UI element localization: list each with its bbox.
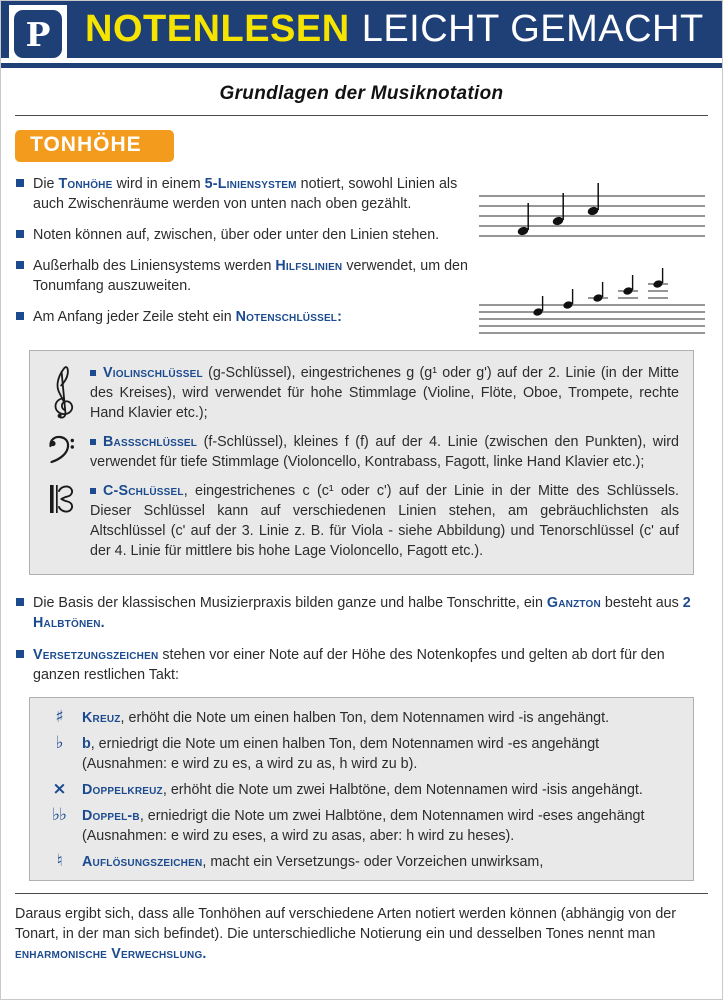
publisher-logo-letter: P [25,14,51,54]
accidental-row-double-flat [44,806,679,846]
accidental-text: Doppel-b, erniedrigt die Note um zwei Halbtöne, dem Notennamen wird -eses angehängt (Ausnahmen: e wird zu eses, a wird zu asas, aber: h wird zu heses). [82,808,645,845]
square-bullet-icon [16,650,24,658]
ledger-lines-illustration [478,266,706,336]
bullet-text: Außerhalb des Liniensystems werden Hilfslinien verwendet, um den Tonumfang auszuweiten. [33,258,468,295]
footer-paragraph: Daraus ergibt sich, dass alle Tonhöhen auf verschiedene Arten notiert werden können (abhängig von der Tonart, in der man sich befindet). Die unterschiedliche Notierung ein und desselben Tones nennt man enharmonische Verwechslung. [15,906,677,963]
clef-row-c [44,481,679,561]
square-bullet-icon [16,312,24,320]
clef-description-text: Bassschlüssel (f-Schlüssel), kleines f (f) auf der 4. Linie (zwischen den Punkten), wird verwendet für tiefe Stimmlage (Violoncello, Kontrabass, Fagott, linke Hand Klavier etc.); [90,434,679,471]
clef-row-violin [44,363,679,423]
accidentals-info-box [29,697,694,881]
bullet-text: Die Tonhöhe wird in einem 5-Liniensystem notiert, sowohl Linien als auch Zwischenräume werden von unten nach oben gezählt. [33,176,458,213]
natural-sign-icon: ♮ [56,851,62,872]
bullet-item [15,593,708,633]
accidental-row-double-sharp [44,780,679,800]
accidental-text: Doppelkreuz, erhöht die Note um zwei Halbtöne, dem Notennamen wird -isis angehängt. [82,782,643,799]
clef-row-bass [44,432,679,472]
publisher-logo [9,5,67,63]
clef-info-box [29,350,694,575]
double-sharp-sign-icon: × [52,779,66,800]
accidental-row-sharp [44,708,679,728]
treble-clef-icon [44,363,78,423]
clef-description [90,481,679,561]
section-badge-tonhoehe: TONHÖHE [15,130,174,162]
accidental-text: Kreuz, erhöht die Note um einen halben Ton, dem Notennamen wird -is angehängt. [82,710,610,727]
square-bullet-icon [16,179,24,187]
masthead [1,1,722,58]
sharp-sign-icon: ♯ [55,707,63,728]
subtitle: Grundlagen der Musiknotation [219,83,504,104]
mid-section [15,593,708,685]
square-bullet-icon [90,488,96,494]
clef-description [90,432,679,472]
square-bullet-icon [90,439,96,445]
title-primary: NOTENLESEN [85,8,350,50]
square-bullet-icon [16,261,24,269]
accidental-row-flat [44,734,679,774]
subtitle-divider [15,115,708,116]
bullet-text: Noten können auf, zwischen, über oder unter den Linien stehen. [33,227,440,244]
square-bullet-icon [90,370,96,376]
bullet-item [15,645,708,685]
masthead-stripe [1,63,722,68]
staff-with-notes-illustration [478,174,706,256]
bullet-text: Versetzungszeichen stehen vor einer Note auf der Höhe des Notenkopfes und gelten ab dort für den ganzen restlichen Takt: [33,647,665,684]
accidental-text: b, erniedrigt die Note um einen halben Ton, dem Notennamen wird -es angehängt (Ausnahmen: e wird zu es, a wird zu as, h wird zu b). [82,736,600,773]
clef-description [90,363,679,423]
clef-description-text: C-Schlüssel, eingestrichenes c (c¹ oder c') auf der Linie in der Mitte des Schlüssels. Dieser Schlüssel kann auf verschiedenen Linien stehen, am gebräuchlichsten als Altschlüssel (c' auf der 3. Linie z. B. für Viola - siehe Abbildung) und Tenorschlüssel (c' auf der 4. Linie für mittlere bis hohe Lage Violoncello, Fagott etc.). [90,483,679,560]
clef-description-text: Violinschlüssel (g-Schlüssel), eingestrichenes g (g¹ oder g') auf der 2. Linie (in der Mitte des Kreises), wird verwendet für hohe Stimmlage (Violine, Flöte, Oboe, Trompete, rechte Hand Klavier etc.); [90,365,679,422]
publisher-logo-icon [14,10,62,58]
footer-divider [15,893,708,894]
double-flat-sign-icon: ♭♭ [51,805,67,826]
accidental-row-natural [44,852,679,872]
square-bullet-icon [16,230,24,238]
page-title [85,1,704,58]
flat-sign-icon: ♭ [55,733,63,754]
intro-section [15,174,708,340]
c-clef-icon [44,481,78,561]
bullet-text: Am Anfang jeder Zeile steht ein Notenschlüssel: [33,309,343,326]
bass-clef-icon [44,432,78,472]
accidental-text: Auflösungszeichen, macht ein Versetzungs- oder Vorzeichen unwirksam, [82,854,544,871]
square-bullet-icon [16,598,24,606]
title-secondary: LEICHT GEMACHT [361,8,704,50]
bullet-text: Die Basis der klassischen Musizierpraxis bilden ganze und halbe Tonschritte, ein Ganzton besteht aus 2 Halbtönen. [33,595,691,632]
